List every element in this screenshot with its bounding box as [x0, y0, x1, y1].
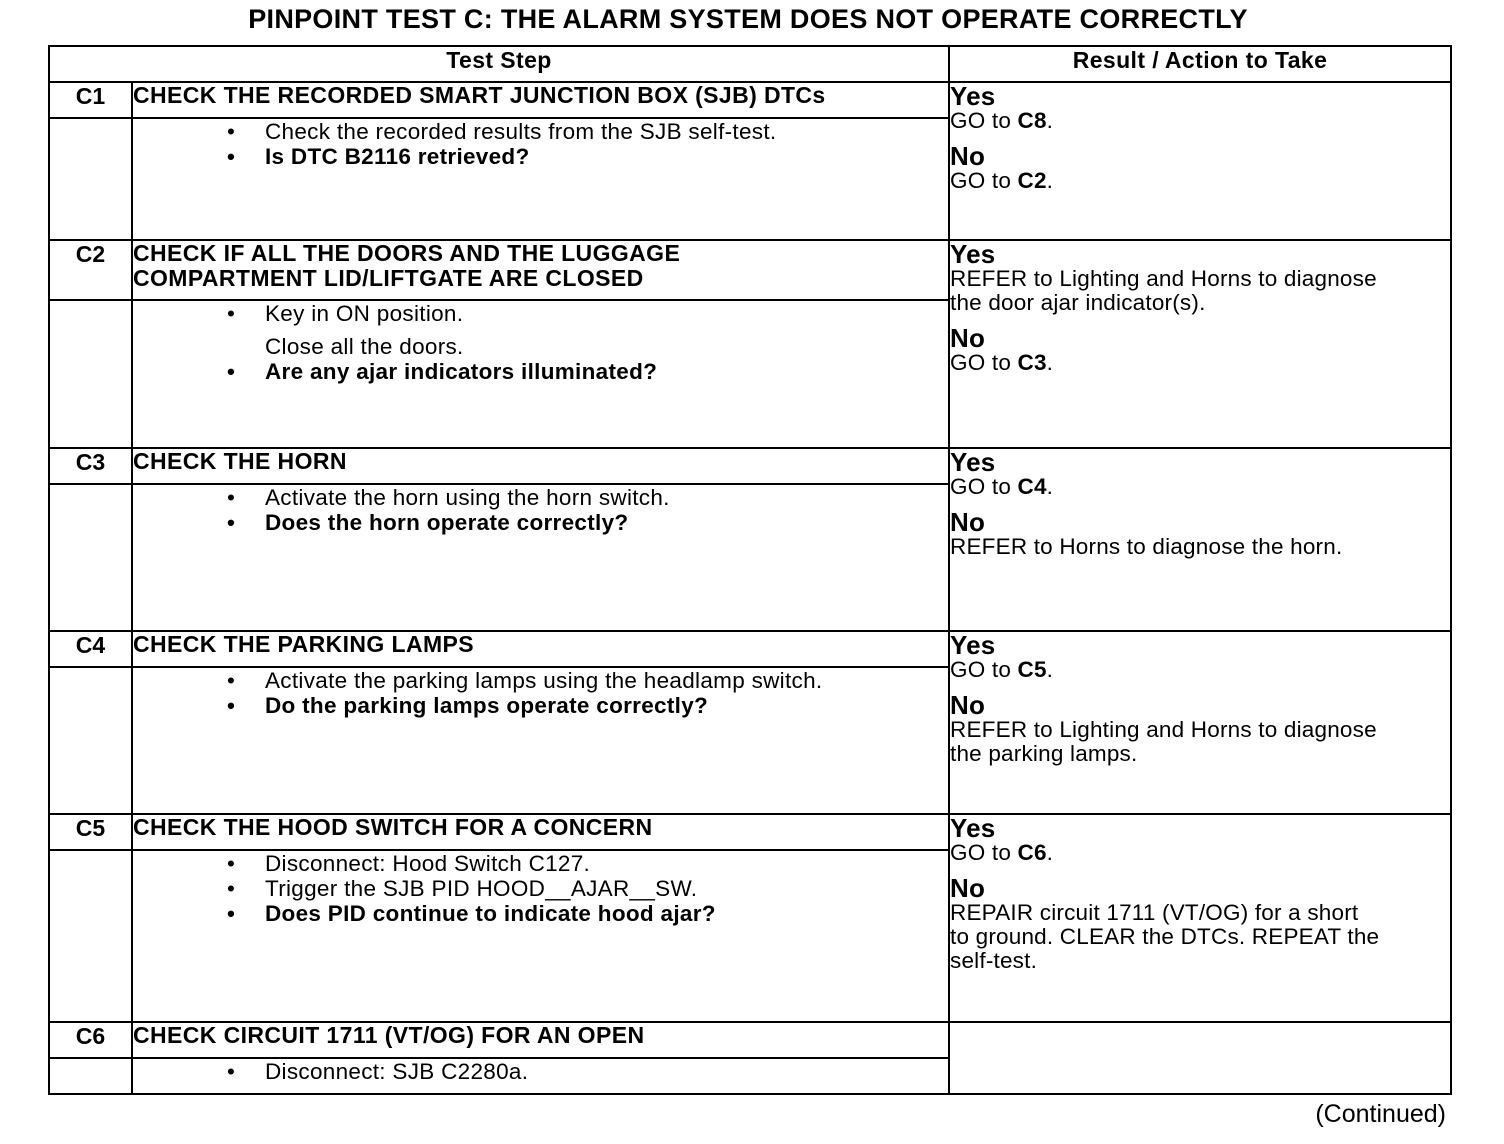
no-action-line3: self-test.: [950, 948, 1038, 973]
step-id: C3: [49, 448, 132, 484]
no-action-line1: REFER to Lighting and Horns to diagnose: [950, 717, 1377, 742]
action-item: • Key in ON position.: [227, 301, 464, 326]
step-c2-result: [949, 240, 1451, 448]
step-id: C5: [49, 814, 132, 850]
step-c1-heading-row: [49, 82, 1451, 118]
step-id-spacer: [49, 300, 132, 448]
action-item: • Activate the parking lamps using the headlamp switch.: [227, 668, 823, 693]
action-item: • Trigger the SJB PID HOOD__AJAR__SW.: [227, 876, 698, 901]
question-item: • Are any ajar indicators illuminated?: [227, 359, 658, 384]
step-c5-heading-row: [49, 814, 1451, 850]
no-action: GO to C3.: [950, 350, 1054, 375]
step-heading: CHECK THE HOOD SWITCH FOR A CONCERN: [132, 814, 949, 850]
page-title: PINPOINT TEST C: THE ALARM SYSTEM DOES NOT OPERATE CORRECTLY: [248, 4, 1248, 34]
step-c5-result: [949, 814, 1451, 1022]
action-item: • Disconnect: SJB C2280a.: [227, 1059, 529, 1084]
continued-label: (Continued): [1315, 1100, 1446, 1128]
step-heading: CHECK IF ALL THE DOORS AND THE LUGGAGE COMPARTMENT LID/LIFTGATE ARE CLOSED: [132, 240, 949, 300]
question-item: • Does PID continue to indicate hood ajar?: [227, 901, 716, 926]
step-id: C2: [49, 240, 132, 300]
no-label: No: [950, 323, 986, 353]
header-test-step: Test Step: [49, 46, 949, 82]
step-body: [132, 667, 949, 814]
no-label: No: [950, 141, 986, 171]
step-heading: CHECK THE RECORDED SMART JUNCTION BOX (SJB) DTCs: [132, 82, 949, 118]
step-c2-heading-row: [49, 240, 1451, 300]
step-body: [132, 850, 949, 1022]
question-item: • Do the parking lamps operate correctly?: [227, 693, 709, 718]
step-id-spacer: [49, 850, 132, 1022]
no-action-line2: the parking lamps.: [950, 741, 1138, 766]
no-label: No: [950, 873, 986, 903]
header-row: [49, 46, 1451, 82]
step-c4-heading-row: [49, 631, 1451, 667]
yes-label: Yes: [950, 447, 996, 477]
action-item: • Disconnect: Hood Switch C127.: [227, 851, 591, 876]
yes-action: GO to C5.: [950, 657, 1054, 682]
yes-label: Yes: [950, 239, 996, 269]
yes-label: Yes: [950, 81, 996, 111]
question-item: • Is DTC B2116 retrieved?: [227, 144, 530, 169]
no-action-line2: to ground. CLEAR the DTCs. REPEAT the: [950, 924, 1380, 949]
step-id: C6: [49, 1022, 132, 1058]
step-c6-heading-row: [49, 1022, 1451, 1058]
step-c3-heading-row: [49, 448, 1451, 484]
no-action-line1: REPAIR circuit 1711 (VT/OG) for a short: [950, 900, 1359, 925]
step-heading: CHECK THE PARKING LAMPS: [132, 631, 949, 667]
step-id: C4: [49, 631, 132, 667]
question-item: • Does the horn operate correctly?: [227, 510, 629, 535]
yes-action-line1: REFER to Lighting and Horns to diagnose: [950, 266, 1377, 291]
no-label: No: [950, 690, 986, 720]
step-id-spacer: [49, 1058, 132, 1094]
step-id-spacer: [49, 118, 132, 240]
step-c3-result: [949, 448, 1451, 631]
header-result: Result / Action to Take: [949, 46, 1451, 82]
action-item: • Activate the horn using the horn switch.: [227, 485, 670, 510]
step-id-spacer: [49, 484, 132, 631]
step-c1-result: [949, 82, 1451, 240]
step-body: [132, 118, 949, 240]
step-body: [132, 300, 949, 448]
step-body: [132, 484, 949, 631]
step-c4-result: [949, 631, 1451, 814]
yes-action: GO to C4.: [950, 474, 1054, 499]
action-item: • Check the recorded results from the SJB self-test.: [227, 119, 777, 144]
no-action: GO to C2.: [950, 168, 1054, 193]
step-id-spacer: [49, 667, 132, 814]
action-continued: Close all the doors.: [265, 334, 464, 359]
yes-label: Yes: [950, 630, 996, 660]
step-heading: CHECK CIRCUIT 1711 (VT/OG) FOR AN OPEN: [132, 1022, 949, 1058]
step-heading: CHECK THE HORN: [132, 448, 949, 484]
yes-label: Yes: [950, 813, 996, 843]
yes-action: GO to C6.: [950, 840, 1054, 865]
yes-action: GO to C8.: [950, 108, 1054, 133]
yes-action-line2: the door ajar indicator(s).: [950, 290, 1206, 315]
step-id: C1: [49, 82, 132, 118]
step-c6-result: [949, 1022, 1451, 1094]
no-action-line1: REFER to Horns to diagnose the horn.: [950, 534, 1343, 559]
pinpoint-test-table: [48, 45, 1452, 1095]
no-label: No: [950, 507, 986, 537]
step-body: [132, 1058, 949, 1094]
